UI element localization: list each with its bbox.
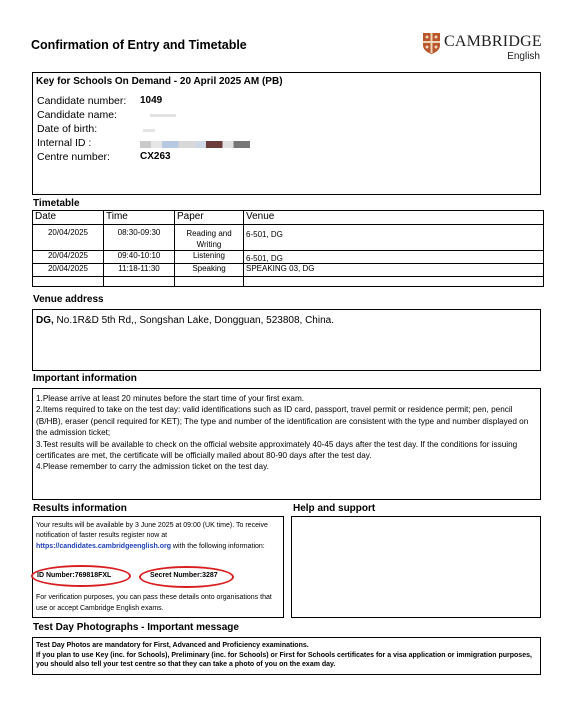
redacted-name: [150, 114, 176, 117]
cell-venue: 6-501, DG: [244, 225, 544, 251]
candidate-name-label: Candidate name:: [37, 109, 117, 121]
venue-name: DG,: [36, 315, 54, 326]
cell-time: 08:30-09:30: [104, 225, 175, 251]
column-header-date: Date: [33, 211, 104, 225]
cell-date: 20/04/2025: [33, 251, 104, 264]
cambridge-logo: [423, 33, 543, 65]
venue-address-title: Venue address: [33, 294, 104, 305]
table-row: [33, 251, 544, 264]
photos-text: [36, 641, 536, 670]
centre-number-value: CX263: [140, 151, 171, 162]
logo-wordmark: CAMBRIDGE: [444, 33, 542, 50]
centre-number-label: Centre number:: [37, 151, 110, 163]
table-row: [33, 225, 544, 251]
cambridge-shield-icon: [423, 33, 440, 54]
candidate-number-label: Candidate number:: [37, 95, 127, 107]
internal-id-label: Internal ID :: [37, 137, 92, 149]
timetable-title: Timetable: [33, 198, 80, 209]
info-item-4: 4.Please remember to carry the admission ticket on the test day.: [36, 462, 269, 472]
results-line-2: For verification purposes, you can pass these details onto organisations that use or accept Cambridge English exams.: [36, 594, 272, 612]
help-support-box: [291, 516, 541, 618]
cell-paper: Listening: [175, 251, 244, 264]
info-item-2: 2.Items required to take on the test day: valid identifications such as ID card, passport, travel permit or residence permit; pen, pencil (B/HB), eraser (pencil required for KET); The type and number of the identification are consistent with the type and number displayed on the admission ticket;: [36, 405, 529, 438]
table-header-row: [33, 211, 544, 225]
candidate-box: [32, 72, 541, 195]
cell-venue: 6-501, DG: [244, 251, 544, 264]
redacted-dob: [143, 129, 155, 132]
cell-venue: SPEAKING 03, DG: [244, 264, 544, 277]
cell-time: 11:18-11:30: [104, 264, 175, 277]
important-info-list: [36, 393, 538, 473]
redacted-internal-id: [140, 141, 250, 148]
table-row: [33, 264, 544, 277]
photos-line-2: If you plan to use Key (inc. for Schools), Preliminary (inc. for Schools) or First for Schools certificates for a visa application or immigration purposes, you should also tell your test centre so that they can take a photo of you on the exam day.: [36, 651, 532, 669]
page-title: Confirmation of Entry and Timetable: [31, 38, 247, 52]
date-of-birth-label: Date of birth:: [37, 123, 98, 135]
cell-paper: Reading and Writing: [175, 225, 244, 251]
logo-subtitle: English: [507, 51, 540, 62]
column-header-paper: Paper: [175, 211, 244, 225]
results-line-1-end: with the following information:: [170, 542, 265, 550]
id-number: ID Number:769818FXL: [37, 572, 112, 579]
table-row-empty: [33, 277, 544, 287]
cell-time: 09:40-10:10: [104, 251, 175, 264]
cell-paper: Speaking: [175, 264, 244, 277]
photos-line-1: Test Day Photos are mandatory for First, Advanced and Proficiency examinations.: [36, 642, 309, 649]
important-info-title: Important information: [33, 373, 137, 384]
photos-title: Test Day Photographs - Important message: [33, 622, 239, 633]
results-info-title: Results information: [33, 503, 127, 514]
venue-address: [36, 315, 334, 326]
secret-number: Secret Number:3287: [150, 572, 218, 579]
timetable-table: [32, 210, 544, 287]
column-header-time: Time: [104, 211, 175, 225]
cell-date: 20/04/2025: [33, 264, 104, 277]
id-number-highlight: [31, 565, 131, 587]
candidate-number-value: 1049: [140, 95, 163, 106]
results-text: [36, 521, 280, 552]
info-item-1: 1.Please arrive at least 20 minutes before the start time of your first exam.: [36, 394, 305, 403]
results-line-1: Your results will be available by 3 June 2025 at 09:00 (UK time). To receive notification of faster results register now at: [36, 522, 268, 540]
cell-date: 20/04/2025: [33, 225, 104, 251]
venue-street: No.1R&D 5th Rd,, Songshan Lake, Dongguan, 523808, China.: [53, 315, 334, 326]
help-support-title: Help and support: [293, 503, 376, 514]
secret-number-highlight: [139, 566, 234, 588]
exam-title: Key for Schools On Demand - 20 April 2025 AM (PB): [36, 76, 283, 87]
results-link[interactable]: https://candidates.cambridgeenglish.org: [36, 542, 171, 550]
info-item-3: 3.Test results will be available to check on the official website approximately 40-45 days after the test day. If the conditions for issuing certificates are met, the certificate will be officially mailed about 80-90 days after the test day.: [36, 439, 518, 461]
column-header-venue: Venue: [244, 211, 544, 225]
